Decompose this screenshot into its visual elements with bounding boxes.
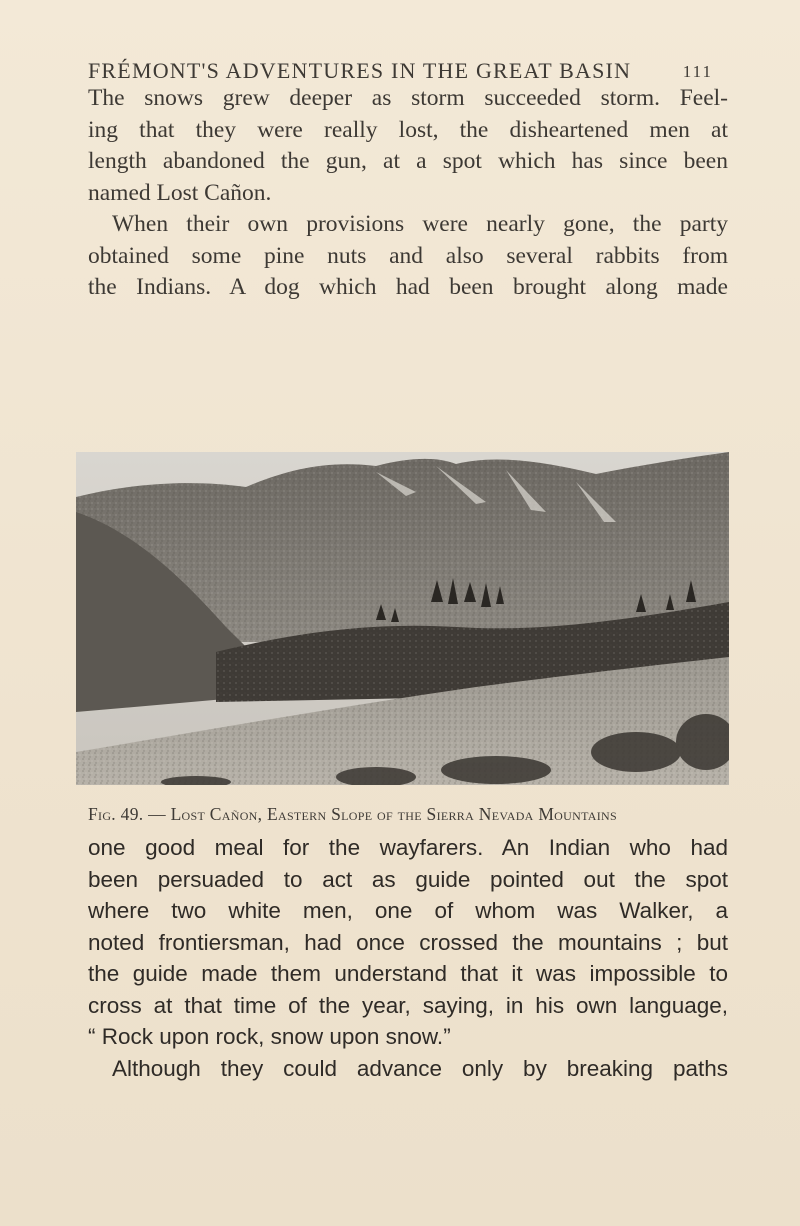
figure-caption: Fig. 49. — Lost Cañon, Eastern Slope of the Sierra Nevada Mountains <box>88 804 617 824</box>
text-line: been persuaded to act as guide pointed out the spot <box>88 866 728 892</box>
page-number: 111 <box>682 62 713 81</box>
text-line: Although they could advance only by breaking paths <box>112 1055 728 1081</box>
text-line: ing that they were really lost, the disheartened men at <box>88 116 728 143</box>
text-line: the guide made them understand that it was impossible to <box>88 961 728 986</box>
top-text-block <box>88 83 728 304</box>
text-line: named Lost Cañon. <box>88 179 272 206</box>
text-line: noted frontiersman, had once crossed the mountains ; but <box>88 929 728 955</box>
bottom-text-block <box>88 832 728 1084</box>
text-line: The snows grew deeper as storm succeeded storm. Feel- <box>88 85 728 111</box>
text-line: length abandoned the gun, at a spot which has since been <box>88 148 728 174</box>
text-line: one good meal for the wayfarers. An Indian who had <box>88 835 728 860</box>
running-title: FRÉMONT'S ADVENTURES IN THE GREAT BASIN <box>88 58 632 83</box>
text-line: “ Rock upon rock, snow upon snow.” <box>88 1024 451 1049</box>
mountain-photograph <box>76 452 729 785</box>
text-line: where two white men, one of whom was Walker, a <box>88 898 728 923</box>
text-line: the Indians. A dog which had been brought along made <box>88 274 728 300</box>
text-line: obtained some pine nuts and also several rabbits from <box>88 242 728 269</box>
text-line: cross at that time of the year, saying, in his own language, <box>88 992 728 1018</box>
text-line: When their own provisions were nearly gone, the party <box>112 211 728 237</box>
